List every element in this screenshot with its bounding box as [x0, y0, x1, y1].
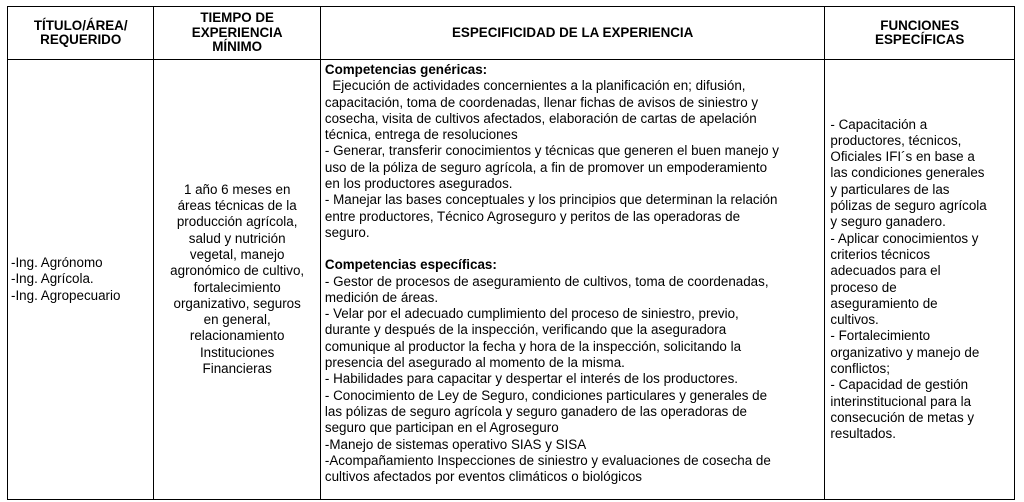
header-line: ESPECIFICIDAD DE LA EXPERIENCIA: [452, 24, 694, 40]
tiempo-line: Financieras: [202, 360, 272, 376]
especificas-line: - Conocimiento de Ley de Seguro, condiciones particulares y generales de: [324, 387, 768, 403]
especificas-line: comunique al productor la fecha y hora de la inspección, solicitando la: [324, 338, 742, 354]
tiempo-line: agronómico de cultivo,: [170, 263, 305, 279]
tiempo-line: áreas técnicas de la: [177, 198, 297, 214]
header-funciones: [825, 7, 1015, 60]
tiempo-line: 1 año 6 meses en: [183, 181, 291, 197]
funciones-line: cultivos.: [830, 312, 879, 328]
titulo-item: -Ing. Agrícola.: [11, 271, 94, 287]
especificas-line: -Manejo de sistemas operativo SIAS y SISA: [324, 436, 587, 452]
tiempo-line: Instituciones: [199, 344, 275, 360]
especificas-line: - Velar por el adecuado cumplimiento del proceso de siniestro, previo,: [324, 306, 739, 322]
funciones-line: resultados.: [830, 426, 896, 442]
funciones-line: y particulares de las: [830, 181, 950, 197]
header-tiempo: [154, 7, 320, 60]
genericas-line: técnica, entrega de resoluciones: [324, 127, 518, 143]
genericas-line: uso de la póliza de seguro agrícola, a fin de promover un empoderamiento: [324, 159, 768, 175]
genericas-line: en los productores asegurados.: [324, 176, 513, 192]
funciones-line: criterios técnicos: [830, 246, 931, 262]
tiempo-line: fortalecimiento: [193, 279, 281, 295]
header-line: EXPERIENCIA: [191, 24, 283, 40]
tiempo-line: organizativo, seguros: [173, 295, 301, 311]
especificas-line: las pólizas de seguro agrícola y seguro ganadero de las operadoras de: [324, 403, 747, 419]
titulo-item: -Ing. Agrónomo: [11, 255, 103, 271]
funciones-line: las condiciones generales: [830, 165, 985, 181]
genericas-line: seguro.: [324, 224, 370, 240]
spacer: [325, 241, 821, 257]
tiempo-line: producción agrícola,: [176, 214, 298, 230]
genericas-line: - Manejar las bases conceptuales y los principios que determinan la relación: [324, 192, 778, 208]
especificas-line: cultivos afectados por eventos climáticos o biológicos: [324, 469, 642, 485]
especificas-line: presencia del asegurado al momento de la misma.: [324, 355, 625, 371]
genericas-line: entre productores, Técnico Agroseguro y peritos de las operadoras de: [324, 208, 741, 224]
funciones-line: - Capacitación a: [830, 116, 928, 132]
genericas-heading: Competencias genéricas:: [324, 62, 488, 77]
header-line: FUNCIONES: [880, 17, 960, 33]
funciones-line: pólizas de seguro agrícola: [830, 198, 987, 214]
header-line: REQUERIDO: [40, 32, 122, 47]
titulo-cell: [8, 60, 154, 500]
header-line: ESPECÍFICAS: [875, 32, 965, 47]
genericas-line: Ejecución de actividades concernientes a la planificación en; difusión,: [324, 78, 746, 94]
content-row: [8, 60, 1015, 500]
tiempo-cell: [154, 60, 320, 500]
especificidad-cell: [320, 60, 825, 500]
especificas-line: medición de áreas.: [324, 289, 439, 305]
tiempo-line: en general,: [203, 312, 271, 328]
header-line: TÍTULO/ÁREA/: [33, 17, 128, 33]
header-line: MÍNIMO: [212, 39, 263, 55]
especificas-line: - Habilidades para capacitar y despertar el interés de los productores.: [324, 371, 739, 387]
funciones-line: organizativo y manejo de: [830, 344, 980, 360]
funciones-line: Oficiales IFI´s en base a: [830, 149, 975, 165]
funciones-line: y seguro ganadero.: [830, 214, 946, 230]
funciones-line: aseguramiento de: [830, 295, 938, 311]
header-line: TIEMPO DE: [200, 10, 274, 26]
funciones-line: - Capacidad de gestión: [830, 377, 969, 393]
especificas-line: durante y después de la inspección, verificando que la aseguradora: [324, 322, 727, 338]
genericas-line: - Generar, transferir conocimientos y técnicas que generen el buen manejo y: [324, 143, 779, 159]
header-titulo: [8, 7, 154, 60]
funciones-line: conflictos;: [830, 360, 890, 376]
funciones-line: proceso de: [830, 279, 897, 295]
especificas-line: seguro que participan en el Agroseguro: [324, 420, 559, 436]
requirements-table: [7, 6, 1015, 500]
funciones-line: adecuados para el: [830, 263, 941, 279]
funciones-line: productores, técnicos,: [830, 132, 962, 148]
genericas-line: capacitación, toma de coordenadas, llenar fichas de avisos de siniestro y: [324, 94, 759, 110]
funciones-line: - Fortalecimiento: [830, 328, 931, 344]
especificas-line: -Acompañamiento Inspecciones de siniestro y evaluaciones de cosecha de: [324, 452, 771, 468]
tiempo-line: vegetal, manejo: [189, 246, 285, 262]
funciones-line: consecución de metas y: [830, 409, 975, 425]
funciones-line: interinstitucional para la: [830, 393, 972, 409]
funciones-cell: [825, 60, 1015, 500]
funciones-line: - Aplicar conocimientos y: [830, 230, 979, 246]
header-row: [8, 7, 1015, 60]
header-especificidad: [320, 7, 825, 60]
especificas-line: - Gestor de procesos de aseguramiento de cultivos, toma de coordenadas,: [324, 273, 769, 289]
tiempo-line: relacionamiento: [189, 328, 285, 344]
especificas-heading: Competencias específicas:: [324, 257, 497, 273]
tiempo-line: salud y nutrición: [188, 230, 286, 246]
titulo-item: -Ing. Agropecuario: [11, 287, 121, 303]
genericas-line: cosecha, visita de cultivos afectados, elaboración de cartas de apelación: [324, 110, 757, 126]
